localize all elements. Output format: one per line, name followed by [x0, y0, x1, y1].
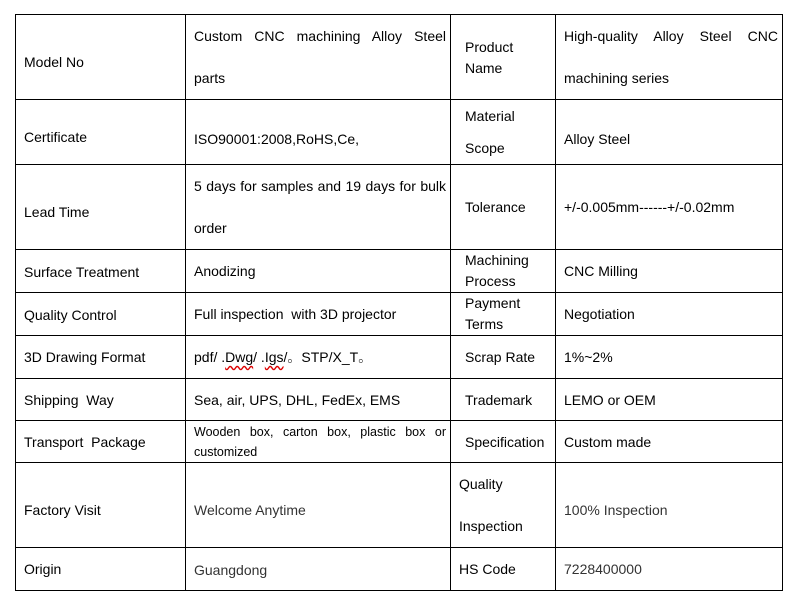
row-value: 1%~2% [556, 336, 783, 379]
row-label: Lead Time [16, 165, 186, 250]
row-value: Full inspection with 3D projector [186, 293, 451, 336]
table-row [16, 421, 783, 463]
table-row [16, 336, 783, 379]
table-row [16, 293, 783, 336]
row-value: Sea, air, UPS, DHL, FedEx, EMS [186, 379, 451, 421]
row-value: Custom CNC machining Alloy Steel parts [186, 15, 451, 100]
row-value: Alloy Steel [556, 100, 783, 165]
table-row [16, 100, 783, 165]
table-row [16, 379, 783, 421]
row-value: 7228400000 [556, 548, 783, 591]
table-row [16, 548, 783, 591]
row-value: Negotiation [556, 293, 783, 336]
row-label: Trademark [451, 379, 556, 421]
row-label: HS Code [451, 548, 556, 591]
row-value: Wooden box, carton box, plastic box or customized [186, 421, 451, 463]
product-spec-table [15, 14, 783, 591]
table-row [16, 463, 783, 548]
row-value: Anodizing [186, 250, 451, 293]
row-label: Payment Terms [451, 293, 556, 336]
table-row [16, 165, 783, 250]
row-label: Shipping Way [16, 379, 186, 421]
row-value: LEMO or OEM [556, 379, 783, 421]
row-value: Welcome Anytime [186, 463, 451, 548]
row-value: 100% Inspection [556, 463, 783, 548]
row-label: Product Name [451, 15, 556, 100]
row-label: Factory Visit [16, 463, 186, 548]
row-value: pdf/ .Dwg/ .Igs/。STP/X_T。 [186, 336, 451, 379]
row-label: Material Scope [451, 100, 556, 165]
row-label: Certificate [16, 100, 186, 165]
row-label: Machining Process [451, 250, 556, 293]
table-row [16, 15, 783, 100]
row-label: Quality Control [16, 293, 186, 336]
row-label: Model No [16, 15, 186, 100]
row-value: Guangdong [186, 548, 451, 591]
row-label: 3D Drawing Format [16, 336, 186, 379]
row-value: CNC Milling [556, 250, 783, 293]
row-label: Scrap Rate [451, 336, 556, 379]
row-label: Tolerance [451, 165, 556, 250]
row-value: High-quality Alloy Steel CNC machining series [556, 15, 783, 100]
table-row [16, 250, 783, 293]
row-value: 5 days for samples and 19 days for bulk order [186, 165, 451, 250]
row-label: Quality Inspection [451, 463, 556, 548]
row-label: Transport Package [16, 421, 186, 463]
row-label: Specification [451, 421, 556, 463]
row-label: Origin [16, 548, 186, 591]
row-value: +/-0.005mm------+/-0.02mm [556, 165, 783, 250]
row-value: ISO90001:2008,RoHS,Ce, [186, 100, 451, 165]
row-label: Surface Treatment [16, 250, 186, 293]
row-value: Custom made [556, 421, 783, 463]
